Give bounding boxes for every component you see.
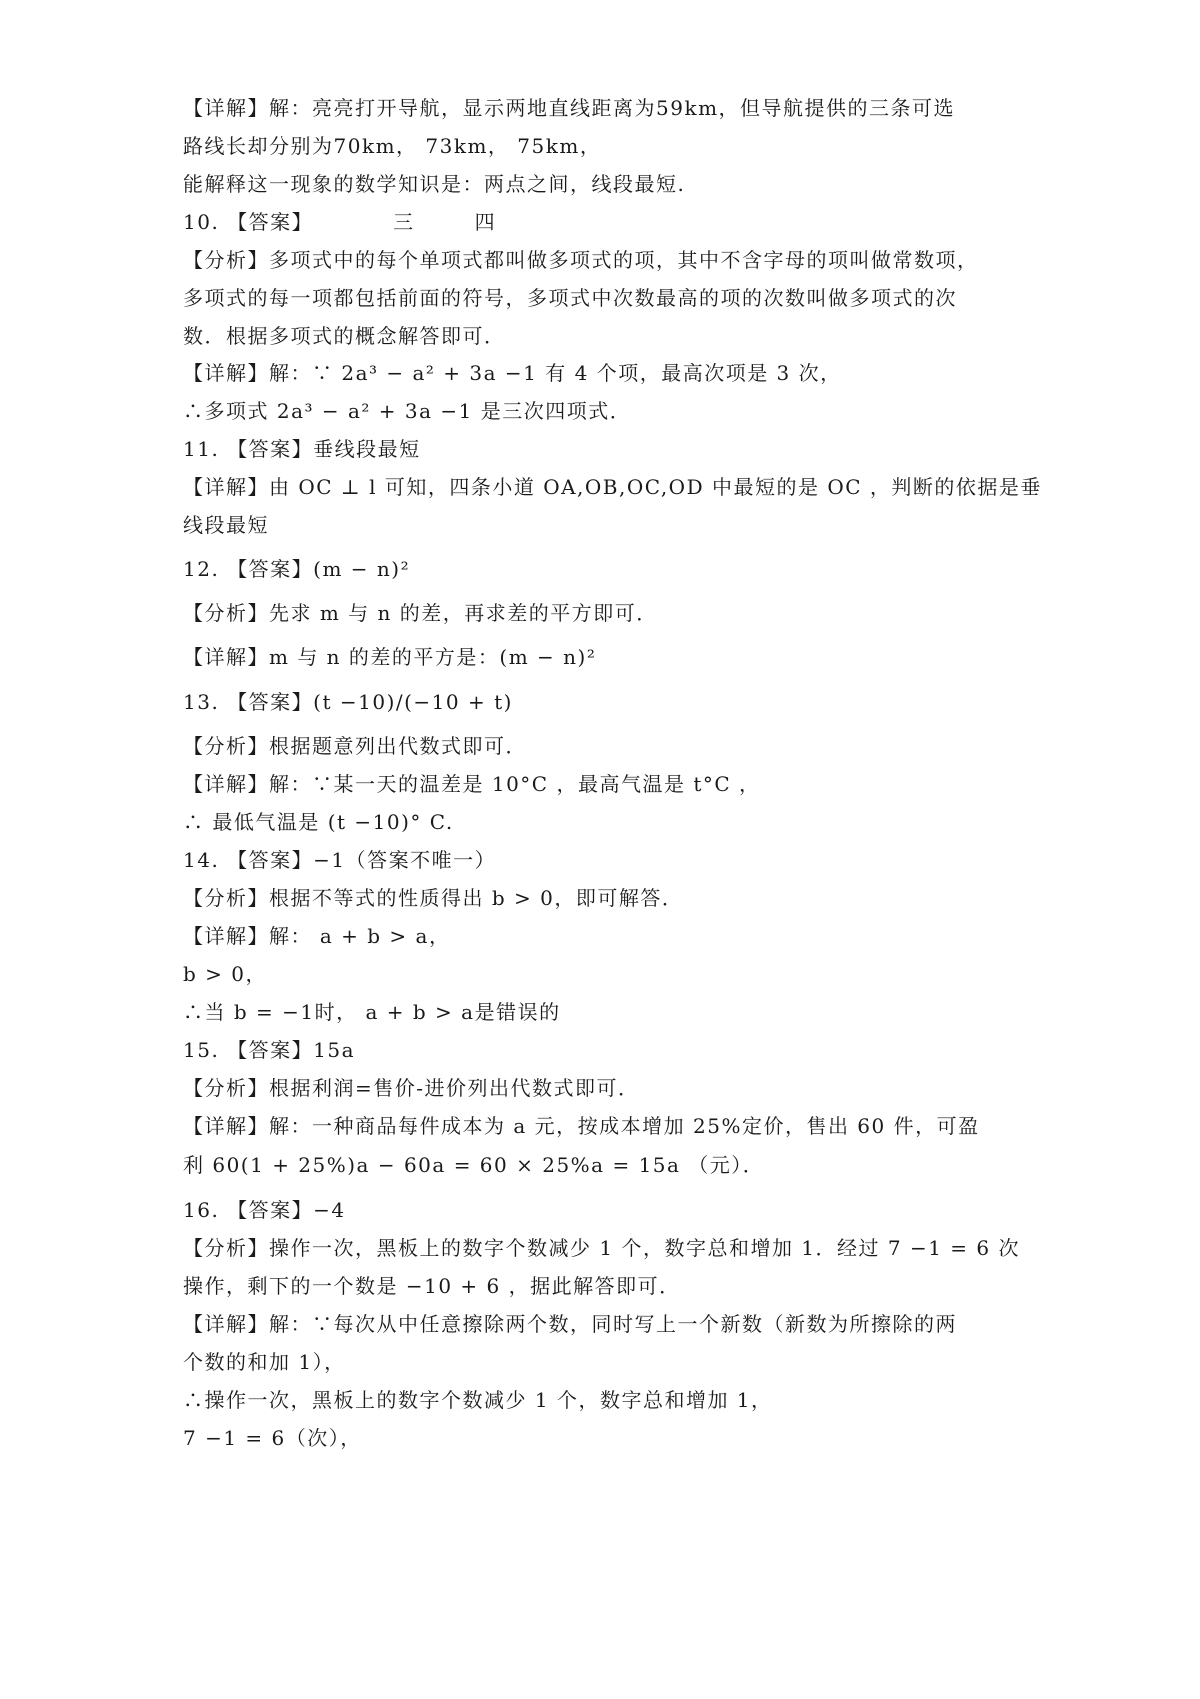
text-line: 11. 【答案】垂线段最短 [183,437,421,461]
text-line: 操作，剩下的一个数是 −10 + 6 ，据此解答即可． [183,1274,681,1298]
text-line: 【分析】根据利润=售价-进价列出代数式即可． [183,1076,640,1100]
text-line: 能解释这一现象的数学知识是：两点之间，线段最短. [183,172,686,196]
text-line: ∴多项式 2a³ − a² + 3a −1 是三次四项式． [183,399,632,423]
question-number: 10. 【答案】 [183,210,314,234]
text-line: ∴操作一次，黑板上的数字个数减少 1 个，数字总和增加 1， [183,1388,773,1412]
text-line: 数．根据多项式的概念解答即可． [183,324,506,348]
text-line: 【分析】根据题意列出代数式即可． [183,734,527,758]
text-line: 【详解】解： a + b > a， [183,924,451,948]
text-line: 12. 【答案】(m − n)² [183,557,411,581]
text-line: 【分析】根据不等式的性质得出 b > 0，即可解答． [183,886,684,910]
text-line: 利 60(1 + 25%)a − 60a = 60 × 25%a = 15a （元）． [183,1153,765,1177]
question-10-answer-line [183,209,496,235]
answer-blank-2: 四 [474,210,497,234]
text-line: 7 −1 = 6（次）， [183,1426,362,1450]
text-line: 【分析】操作一次，黑板上的数字个数减少 1 个，数字总和增加 1．经过 7 −1 = 6 次 [183,1236,1020,1260]
text-line: 15. 【答案】15a [183,1038,356,1062]
text-line: 【详解】解：∵每次从中任意擦除两个数，同时写上一个新数（新数为所擦除的两 [183,1312,957,1336]
text-line: 16. 【答案】−4 [183,1198,346,1222]
answer-blank-1: 三 [393,210,415,234]
text-line: 路线长却分别为70km， 73km， 75km， [183,134,602,158]
text-line: 【详解】解：亮亮打开导航，显示两地直线距离为59km，但导航提供的三条可选 [183,96,956,120]
text-line: 【分析】先求 m 与 n 的差，再求差的平方即可． [183,601,658,625]
text-line: 14. 【答案】−1（答案不唯一） [183,848,497,872]
text-line: 【详解】解：∵ 2a³ − a² + 3a −1 有 4 个项，最高次项是 3 次， [183,361,842,385]
text-line: 13. 【答案】(t −10)/(−10 + t) [183,690,513,714]
text-line: ∴当 b = −1时， a + b > a是错误的 [183,1000,561,1024]
text-line: 【详解】解：一种商品每件成本为 a 元，按成本增加 25%定价，售出 60 件，可盈 [183,1114,980,1138]
text-line: 【分析】多项式中的每个单项式都叫做多项式的项，其中不含字母的项叫做常数项， [183,248,979,272]
text-line: 线段最短 [183,513,269,537]
text-line: 【详解】解：∵某一天的温差是 10°C ，最高气温是 t°C ， [183,772,761,796]
text-line: ∴ 最低气温是 (t −10)° C. [183,810,454,834]
text-line: 个数的和加 1）， [183,1350,346,1374]
text-line: 【详解】m 与 n 的差的平方是：(m − n)² [183,645,597,669]
text-line: b > 0， [183,962,267,986]
text-line: 多项式的每一项都包括前面的符号，多项式中次数最高的项的次数叫做多项式的次 [183,286,957,310]
text-line: 【详解】由 OC ⊥ l 可知，四条小道 OA,OB,OC,OD 中最短的是 OC ，判断的依据是垂 [183,475,1042,499]
